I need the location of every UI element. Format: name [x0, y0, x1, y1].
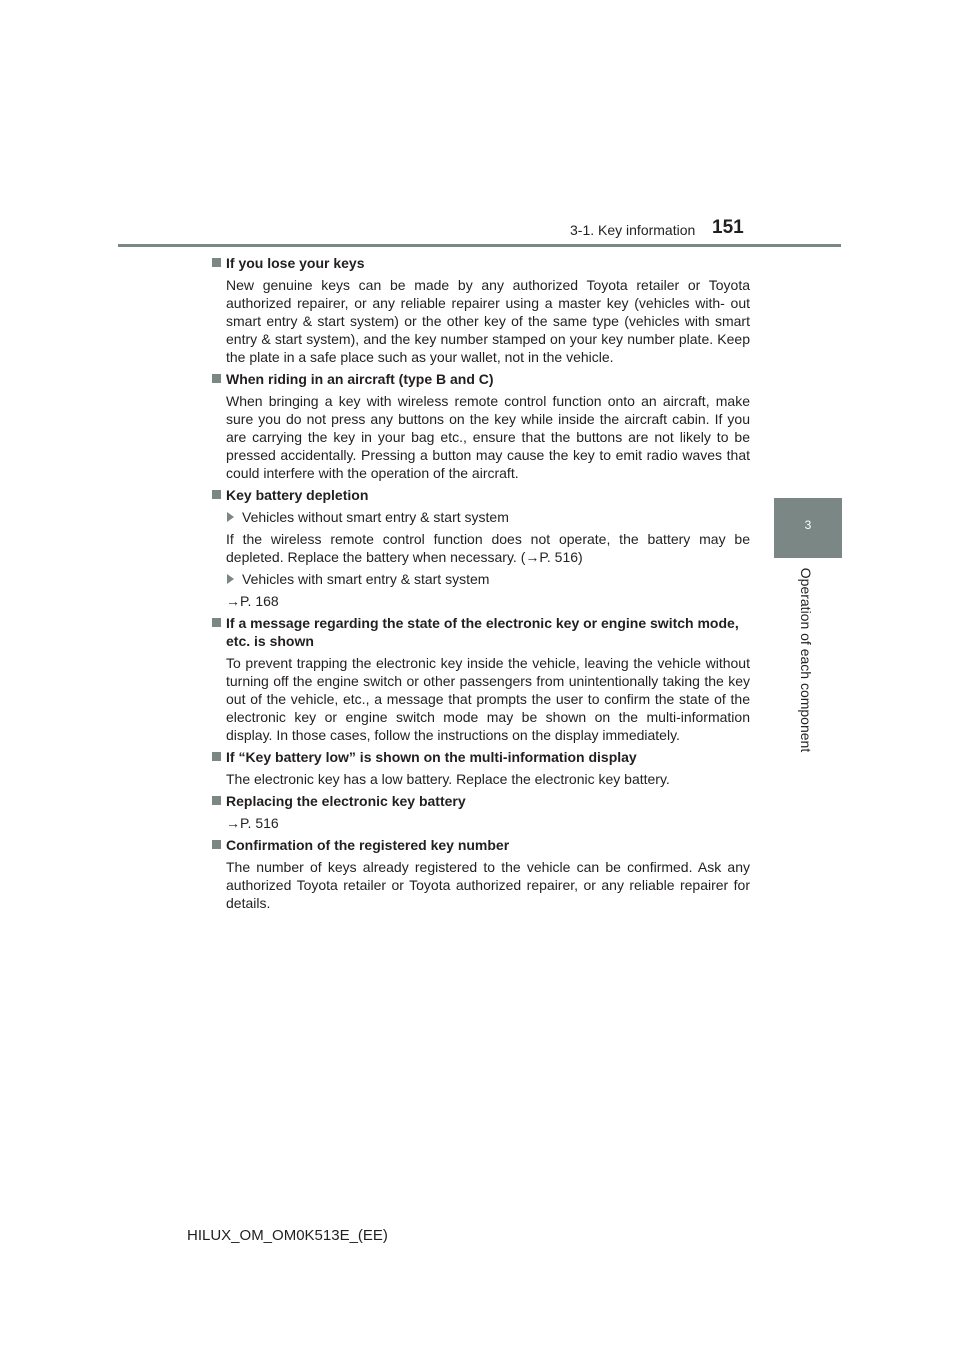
footer-doc-code: HILUX_OM_OM0K513E_(EE) — [187, 1227, 388, 1244]
section-heading — [210, 370, 750, 388]
body-paragraph: The number of keys already registered to the vehicle can be confirmed. Ask any authorized Toyota retailer or Toyota authorized repairer, or any reliable repairer for details. — [226, 859, 750, 911]
section-heading — [210, 836, 750, 854]
heading-text: Key battery depletion — [226, 487, 369, 503]
body-paragraph: New genuine keys can be made by any authorized Toyota retailer or Toyota authorized repairer, or any reliable repairer using a master key (vehicles with- out smart entry & start system) or the other key of the same type (vehicles with smart entry & start system), and the key number stamped on your key number plate. Keep the plate in a safe place such as your wallet, not in the vehicle. — [226, 277, 750, 365]
body-paragraph: If the wireless remote control function does not operate, the battery may be depleted. Replace the battery when necessary. (→P. 516) — [226, 531, 750, 565]
section-lost-keys — [210, 254, 750, 366]
triangle-arrow-icon — [227, 512, 234, 522]
section-key-battery-low — [210, 748, 750, 788]
sub-item-text: Vehicles without smart entry & start system — [242, 509, 509, 525]
heading-text: If you lose your keys — [226, 255, 365, 271]
page-reference: →P. 168 — [226, 593, 279, 609]
header-section-title: 3-1. Key information — [570, 222, 696, 238]
section-aircraft — [210, 370, 750, 482]
header-rule — [118, 244, 841, 247]
page-reference: →P. 516 — [226, 815, 279, 831]
heading-text: Replacing the electronic key battery — [226, 793, 466, 809]
sub-item — [210, 570, 750, 588]
square-bullet-icon — [212, 840, 221, 849]
section-heading — [210, 792, 750, 810]
content — [210, 254, 750, 916]
section-replacing-battery — [210, 792, 750, 832]
heading-text: If a message regarding the state of the electronic key or engine switch mode, etc. is shown — [226, 615, 739, 649]
heading-text: If “Key battery low” is shown on the multi-information display — [226, 749, 637, 765]
section-registered-key-number — [210, 836, 750, 912]
section-heading — [210, 614, 750, 650]
square-bullet-icon — [212, 752, 221, 761]
body-paragraph: To prevent trapping the electronic key inside the vehicle, leaving the vehicle without turning off the engine switch or other passengers from unintentionally taking the key out of the vehicle, etc., a message that prompts the user to confirm the state of the electronic key or engine switch mode may be shown on the multi-information display. In those cases, follow the instructions on the display immediately. — [226, 655, 750, 743]
section-message-shown — [210, 614, 750, 744]
body-paragraph: The electronic key has a low battery. Replace the electronic key battery. — [226, 771, 670, 787]
sub-item-text: Vehicles with smart entry & start system — [242, 571, 490, 587]
section-battery-depletion — [210, 486, 750, 610]
section-heading — [210, 486, 750, 504]
chapter-title: Operation of each component — [798, 567, 814, 753]
heading-text: Confirmation of the registered key number — [226, 837, 510, 853]
section-heading — [210, 254, 750, 272]
chapter-number: 3 — [804, 518, 812, 532]
chapter-tab — [774, 498, 842, 558]
square-bullet-icon — [212, 490, 221, 499]
heading-text: When riding in an aircraft (type B and C) — [226, 371, 494, 387]
triangle-arrow-icon — [227, 574, 234, 584]
page-number: 151 — [712, 217, 744, 238]
body-paragraph: When bringing a key with wireless remote control function onto an aircraft, make sure you do not press any buttons on the key while inside the aircraft cabin. If you are carrying the key in your bag etc., ensure that the buttons are not likely to be pressed accidentally. Pressing a button may cause the key to emit radio waves that could interfere with the operation of the aircraft. — [226, 393, 750, 481]
square-bullet-icon — [212, 796, 221, 805]
square-bullet-icon — [212, 258, 221, 267]
square-bullet-icon — [212, 374, 221, 383]
sub-item — [210, 508, 750, 526]
square-bullet-icon — [212, 618, 221, 627]
section-heading — [210, 748, 750, 766]
